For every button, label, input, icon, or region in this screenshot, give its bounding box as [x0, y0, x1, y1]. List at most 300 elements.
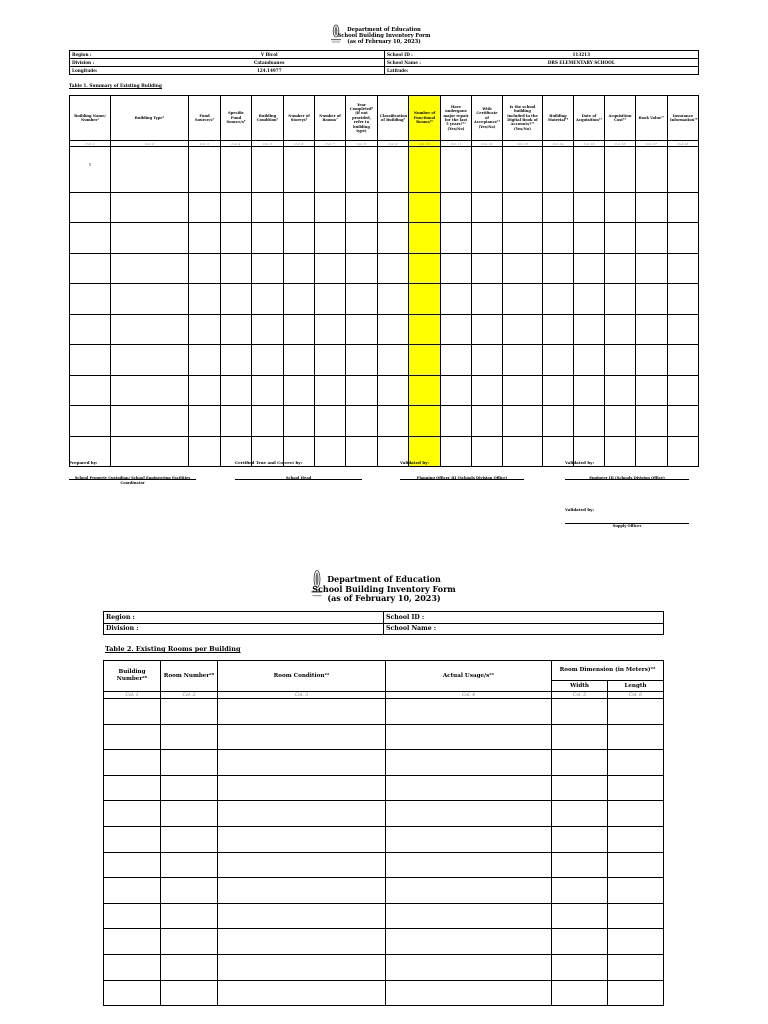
table-cell[interactable]	[315, 284, 346, 315]
table-cell[interactable]	[386, 699, 552, 725]
table-cell[interactable]	[441, 314, 472, 345]
table-cell[interactable]	[111, 375, 189, 406]
table-cell[interactable]	[70, 406, 111, 437]
table-cell[interactable]	[221, 192, 252, 223]
table-cell[interactable]	[441, 406, 472, 437]
table-cell[interactable]	[636, 436, 668, 467]
table-cell[interactable]	[552, 801, 608, 827]
table-cell[interactable]	[543, 223, 574, 254]
table-cell[interactable]	[218, 852, 386, 878]
table1-col-number: Col. 16	[605, 141, 636, 147]
table-row	[70, 436, 699, 467]
table-cell[interactable]	[605, 345, 636, 376]
table-cell[interactable]	[441, 253, 472, 284]
table-cell[interactable]	[608, 724, 664, 750]
table-cell[interactable]	[218, 775, 386, 801]
table-cell[interactable]	[668, 345, 699, 376]
table-cell[interactable]	[161, 929, 218, 955]
validated-by-title-1: Planning Officer III (Schools Division Office)	[416, 476, 508, 480]
header-line: School Building Inventory Form	[312, 583, 456, 594]
table-cell[interactable]	[386, 801, 552, 827]
table-cell[interactable]	[605, 406, 636, 437]
table-cell[interactable]	[218, 878, 386, 904]
table-cell[interactable]	[409, 345, 441, 376]
table-cell[interactable]	[503, 284, 543, 315]
table-cell[interactable]	[668, 192, 699, 223]
table-cell[interactable]	[252, 147, 284, 193]
table-cell[interactable]	[441, 345, 472, 376]
table-cell[interactable]	[409, 406, 441, 437]
table-cell[interactable]	[111, 436, 189, 467]
table-cell[interactable]	[104, 699, 161, 725]
table-cell[interactable]	[503, 436, 543, 467]
table-cell[interactable]	[668, 314, 699, 345]
table-cell[interactable]	[409, 314, 441, 345]
table-cell[interactable]	[386, 929, 552, 955]
table-cell[interactable]	[409, 253, 441, 284]
table-cell[interactable]	[543, 406, 574, 437]
table-cell[interactable]	[111, 253, 189, 284]
table-cell[interactable]	[574, 345, 605, 376]
table1-col-header: Building Condition⁵	[252, 96, 284, 141]
table-cell[interactable]	[608, 699, 664, 725]
table-cell[interactable]	[161, 724, 218, 750]
table-cell[interactable]	[552, 699, 608, 725]
table-cell[interactable]	[608, 954, 664, 980]
table-cell[interactable]	[315, 314, 346, 345]
table-cell[interactable]	[161, 980, 218, 1006]
table-cell[interactable]	[552, 852, 608, 878]
table-cell[interactable]	[636, 147, 668, 193]
table-cell[interactable]	[605, 436, 636, 467]
table2-col-number: Col. 1	[104, 692, 161, 699]
table-cell[interactable]	[111, 406, 189, 437]
table-cell[interactable]	[608, 775, 664, 801]
table1-col-header: Year Completed⁸ (if not provided, refer to building type)	[346, 96, 378, 141]
table-cell[interactable]	[315, 253, 346, 284]
table-cell[interactable]	[472, 314, 503, 345]
table-cell[interactable]	[315, 192, 346, 223]
table-cell[interactable]	[472, 436, 503, 467]
table-cell[interactable]	[386, 878, 552, 904]
table-cell[interactable]	[378, 192, 409, 223]
table-cell[interactable]	[574, 253, 605, 284]
table-cell[interactable]	[386, 826, 552, 852]
table-cell[interactable]	[111, 223, 189, 254]
table-cell[interactable]	[104, 852, 161, 878]
table-cell[interactable]	[189, 375, 221, 406]
table-cell[interactable]	[70, 223, 111, 254]
table-cell[interactable]	[543, 284, 574, 315]
table-cell[interactable]	[252, 375, 284, 406]
table-cell[interactable]	[218, 826, 386, 852]
table1-col-number: Col. 5	[252, 141, 284, 147]
table1-col-header: Have undergone major repair for the last 5 years?¹¹ (Yes/No)	[441, 96, 472, 141]
table-cell[interactable]	[218, 801, 386, 827]
table-cell[interactable]	[409, 375, 441, 406]
table-cell[interactable]	[104, 980, 161, 1006]
table-cell[interactable]	[218, 750, 386, 776]
division-label: Division :	[104, 623, 384, 635]
table-cell[interactable]	[70, 192, 111, 223]
table-cell[interactable]	[608, 878, 664, 904]
table-cell[interactable]	[284, 223, 315, 254]
table-cell[interactable]	[668, 406, 699, 437]
table-row	[104, 724, 664, 750]
table-cell[interactable]	[315, 375, 346, 406]
table-cell[interactable]	[552, 724, 608, 750]
table-cell[interactable]	[161, 852, 218, 878]
table-cell[interactable]	[346, 406, 378, 437]
table-cell[interactable]	[104, 826, 161, 852]
table-cell[interactable]	[441, 436, 472, 467]
table-cell[interactable]	[636, 345, 668, 376]
table-cell[interactable]	[608, 852, 664, 878]
table-cell[interactable]	[543, 314, 574, 345]
school-name-value: DRS ELEMENTARY SCHOOL	[465, 59, 699, 67]
table-cell[interactable]	[605, 147, 636, 193]
table-cell[interactable]	[409, 223, 441, 254]
table-cell[interactable]	[441, 192, 472, 223]
table1-col-number: Col. 2	[111, 141, 189, 147]
table-cell[interactable]	[161, 801, 218, 827]
table-cell[interactable]	[574, 314, 605, 345]
table-cell[interactable]	[378, 223, 409, 254]
table-cell[interactable]	[218, 699, 386, 725]
table-cell[interactable]	[552, 980, 608, 1006]
table-cell[interactable]	[386, 903, 552, 929]
table-cell[interactable]	[605, 253, 636, 284]
table-cell[interactable]	[346, 345, 378, 376]
school-id-label: School ID :	[384, 612, 664, 624]
table-row	[104, 699, 664, 725]
table-cell[interactable]	[284, 192, 315, 223]
table-cell[interactable]	[252, 253, 284, 284]
table-cell[interactable]	[636, 375, 668, 406]
table-cell[interactable]	[70, 284, 111, 315]
table-cell[interactable]	[104, 878, 161, 904]
table-cell[interactable]	[104, 903, 161, 929]
table1-col-number: Col. 8	[346, 141, 378, 147]
table-cell[interactable]	[104, 750, 161, 776]
table-cell[interactable]	[574, 147, 605, 193]
table-cell[interactable]	[605, 192, 636, 223]
table-cell[interactable]	[346, 375, 378, 406]
table-cell[interactable]	[189, 345, 221, 376]
table-cell[interactable]	[189, 253, 221, 284]
table-cell[interactable]	[111, 314, 189, 345]
table-cell[interactable]	[503, 192, 543, 223]
table-cell[interactable]	[378, 253, 409, 284]
table1-col-header: With Certificate of Acceptance¹² (Yes/No)	[472, 96, 503, 141]
table-cell[interactable]	[315, 223, 346, 254]
table-cell[interactable]	[636, 192, 668, 223]
table-cell[interactable]	[552, 954, 608, 980]
table-cell[interactable]	[378, 147, 409, 193]
table-cell[interactable]	[346, 314, 378, 345]
table-cell[interactable]	[70, 314, 111, 345]
table-cell[interactable]	[221, 284, 252, 315]
table-cell[interactable]	[386, 980, 552, 1006]
col-room-number: Room Number²⁰	[161, 661, 218, 692]
table-cell[interactable]	[574, 284, 605, 315]
table-cell[interactable]	[378, 345, 409, 376]
table-cell[interactable]	[252, 314, 284, 345]
table-row	[104, 929, 664, 955]
table-cell[interactable]	[472, 192, 503, 223]
table-cell[interactable]	[104, 775, 161, 801]
table-cell[interactable]	[441, 284, 472, 315]
table-cell[interactable]	[111, 192, 189, 223]
table-cell[interactable]	[315, 147, 346, 193]
table-cell[interactable]	[605, 314, 636, 345]
table-row	[104, 878, 664, 904]
table-cell[interactable]	[315, 436, 346, 467]
table1-col-header: Specific Fund Source/s⁴	[221, 96, 252, 141]
table-cell[interactable]	[472, 375, 503, 406]
table1-col-header: Fund Source/s³	[189, 96, 221, 141]
table-cell[interactable]	[218, 954, 386, 980]
table-cell[interactable]	[104, 929, 161, 955]
table-cell[interactable]	[284, 345, 315, 376]
table-cell[interactable]	[315, 345, 346, 376]
table-cell[interactable]	[104, 801, 161, 827]
table-cell[interactable]	[189, 406, 221, 437]
page1-header	[250, 27, 518, 45]
table-cell[interactable]	[104, 724, 161, 750]
table-cell[interactable]	[472, 406, 503, 437]
table1-col-number: Col. 1	[70, 141, 111, 147]
table-cell[interactable]	[543, 192, 574, 223]
table-cell[interactable]	[552, 826, 608, 852]
table-cell[interactable]	[189, 147, 221, 193]
table-cell[interactable]	[221, 253, 252, 284]
table1-col-number: Col. 13	[503, 141, 543, 147]
table1-col-header: Classification of Building⁹	[378, 96, 409, 141]
table-cell[interactable]	[346, 253, 378, 284]
table-cell[interactable]	[111, 147, 189, 193]
table-cell[interactable]	[503, 375, 543, 406]
table1-col-number: Col. 6	[284, 141, 315, 147]
table-cell[interactable]	[636, 314, 668, 345]
table-cell[interactable]	[503, 253, 543, 284]
table-cell[interactable]	[252, 406, 284, 437]
validated-by-title-2: Engineer III (Schools Division Office)	[589, 476, 665, 480]
table-cell[interactable]	[472, 253, 503, 284]
table-cell[interactable]	[70, 345, 111, 376]
header-line: (as of February 10, 2023)	[347, 39, 421, 45]
table-cell[interactable]	[161, 750, 218, 776]
table-cell[interactable]	[386, 852, 552, 878]
table-cell[interactable]	[315, 406, 346, 437]
col-building-number: Building Number²⁰	[104, 661, 161, 692]
table-cell[interactable]	[346, 284, 378, 315]
table1-col-header: Building Type²	[111, 96, 189, 141]
table-cell[interactable]	[668, 436, 699, 467]
longitude-label: Longitude:	[70, 67, 155, 75]
table-cell[interactable]	[161, 826, 218, 852]
table-cell[interactable]	[221, 406, 252, 437]
table-cell[interactable]	[161, 699, 218, 725]
table-cell[interactable]	[346, 147, 378, 193]
table-row	[70, 406, 699, 437]
table-cell[interactable]	[221, 147, 252, 193]
table-cell[interactable]	[221, 314, 252, 345]
table-cell[interactable]	[252, 192, 284, 223]
table-cell[interactable]	[189, 192, 221, 223]
table-cell[interactable]	[218, 903, 386, 929]
table1-col-header: Acquisition Cost¹⁶	[605, 96, 636, 141]
table-cell[interactable]	[284, 406, 315, 437]
table-cell[interactable]	[386, 954, 552, 980]
table-cell[interactable]	[378, 284, 409, 315]
table-cell[interactable]	[189, 436, 221, 467]
table-cell[interactable]	[218, 724, 386, 750]
table-cell[interactable]	[605, 284, 636, 315]
table1-col-number: Col. 3	[189, 141, 221, 147]
header-line: Department of Education	[347, 27, 421, 33]
table-cell[interactable]	[552, 929, 608, 955]
table-cell[interactable]	[378, 375, 409, 406]
table-cell[interactable]	[252, 345, 284, 376]
validated-by-label-3: Validated by:	[565, 507, 594, 512]
table-cell[interactable]	[543, 375, 574, 406]
table-cell[interactable]	[472, 147, 503, 193]
table-cell[interactable]	[111, 284, 189, 315]
table-cell[interactable]	[552, 750, 608, 776]
table-cell[interactable]	[409, 284, 441, 315]
table-row	[70, 375, 699, 406]
table1-col-number: Col. 18	[668, 141, 699, 147]
table-cell[interactable]	[378, 406, 409, 437]
table-cell[interactable]	[189, 284, 221, 315]
table-cell[interactable]	[543, 253, 574, 284]
table-cell[interactable]	[668, 375, 699, 406]
table-cell[interactable]	[503, 345, 543, 376]
table-cell[interactable]	[636, 253, 668, 284]
table-row	[70, 147, 699, 193]
table-cell[interactable]	[189, 314, 221, 345]
table-cell[interactable]	[70, 375, 111, 406]
table-cell[interactable]	[104, 954, 161, 980]
table-cell[interactable]	[608, 801, 664, 827]
table-cell[interactable]	[441, 223, 472, 254]
table-cell[interactable]	[608, 750, 664, 776]
table-cell[interactable]	[409, 192, 441, 223]
table-cell[interactable]	[608, 903, 664, 929]
table-cell[interactable]	[552, 878, 608, 904]
table-cell[interactable]	[574, 223, 605, 254]
table-cell[interactable]	[284, 284, 315, 315]
table-cell[interactable]	[605, 375, 636, 406]
table-cell[interactable]	[161, 903, 218, 929]
table-cell[interactable]	[608, 929, 664, 955]
table-cell[interactable]	[636, 223, 668, 254]
table-cell[interactable]	[284, 253, 315, 284]
latitude-value	[465, 67, 699, 75]
table-cell[interactable]	[668, 253, 699, 284]
table-cell[interactable]	[161, 878, 218, 904]
table-cell[interactable]	[386, 750, 552, 776]
table-row	[70, 284, 699, 315]
table-cell[interactable]	[608, 980, 664, 1006]
table-cell[interactable]	[636, 406, 668, 437]
table-cell[interactable]	[221, 223, 252, 254]
table1-col-number: Col. 17	[636, 141, 668, 147]
table-cell[interactable]	[378, 314, 409, 345]
table-cell[interactable]	[668, 284, 699, 315]
table-cell[interactable]	[189, 223, 221, 254]
table-cell[interactable]	[284, 375, 315, 406]
table-row	[104, 775, 664, 801]
table-cell[interactable]	[574, 375, 605, 406]
table-cell[interactable]	[441, 147, 472, 193]
table-cell[interactable]	[409, 147, 441, 193]
table-cell[interactable]	[441, 375, 472, 406]
table2-col-number: Col. 3	[218, 692, 386, 699]
table-cell[interactable]	[552, 903, 608, 929]
table-cell[interactable]	[386, 775, 552, 801]
first-row-number[interactable]: 1	[70, 147, 111, 193]
existing-rooms-table	[103, 660, 664, 1006]
table-cell[interactable]	[574, 406, 605, 437]
table-cell[interactable]	[386, 724, 552, 750]
validated-by-label-2: Validated by:	[565, 460, 594, 465]
table-cell[interactable]	[472, 345, 503, 376]
table1-col-number: Col. 10	[409, 141, 441, 147]
table-cell[interactable]	[543, 345, 574, 376]
table-cell[interactable]	[221, 345, 252, 376]
table-cell[interactable]	[161, 954, 218, 980]
table-cell[interactable]	[70, 253, 111, 284]
table-cell[interactable]	[284, 314, 315, 345]
table-cell[interactable]	[503, 147, 543, 193]
col-room-condition: Room Condition²¹	[218, 661, 386, 692]
table-cell[interactable]	[218, 980, 386, 1006]
header-line: Department of Education	[327, 574, 441, 584]
table-cell[interactable]	[346, 436, 378, 467]
table-cell[interactable]	[111, 345, 189, 376]
table-cell[interactable]	[252, 223, 284, 254]
table-cell[interactable]	[574, 192, 605, 223]
col-room-dimension: Room Dimension (in Meters)²²	[552, 661, 664, 681]
table-cell[interactable]	[472, 284, 503, 315]
table-cell[interactable]	[503, 314, 543, 345]
table-cell[interactable]	[218, 929, 386, 955]
table-cell[interactable]	[472, 223, 503, 254]
table-cell[interactable]	[503, 223, 543, 254]
table-cell[interactable]	[284, 147, 315, 193]
table-cell[interactable]	[608, 826, 664, 852]
table-cell[interactable]	[346, 223, 378, 254]
table-row	[70, 253, 699, 284]
table-row	[104, 954, 664, 980]
table-cell[interactable]	[636, 284, 668, 315]
existing-building-table	[69, 95, 699, 467]
table-cell[interactable]	[346, 192, 378, 223]
table-cell[interactable]	[503, 406, 543, 437]
table-cell[interactable]	[543, 147, 574, 193]
table-cell[interactable]	[552, 775, 608, 801]
table-cell[interactable]	[605, 223, 636, 254]
table1-col-header: Number of Storeys⁶	[284, 96, 315, 141]
table-cell[interactable]	[252, 284, 284, 315]
table-cell[interactable]	[668, 147, 699, 193]
table-row	[104, 801, 664, 827]
table-cell[interactable]	[668, 223, 699, 254]
table-cell[interactable]	[161, 775, 218, 801]
table-cell[interactable]	[221, 375, 252, 406]
